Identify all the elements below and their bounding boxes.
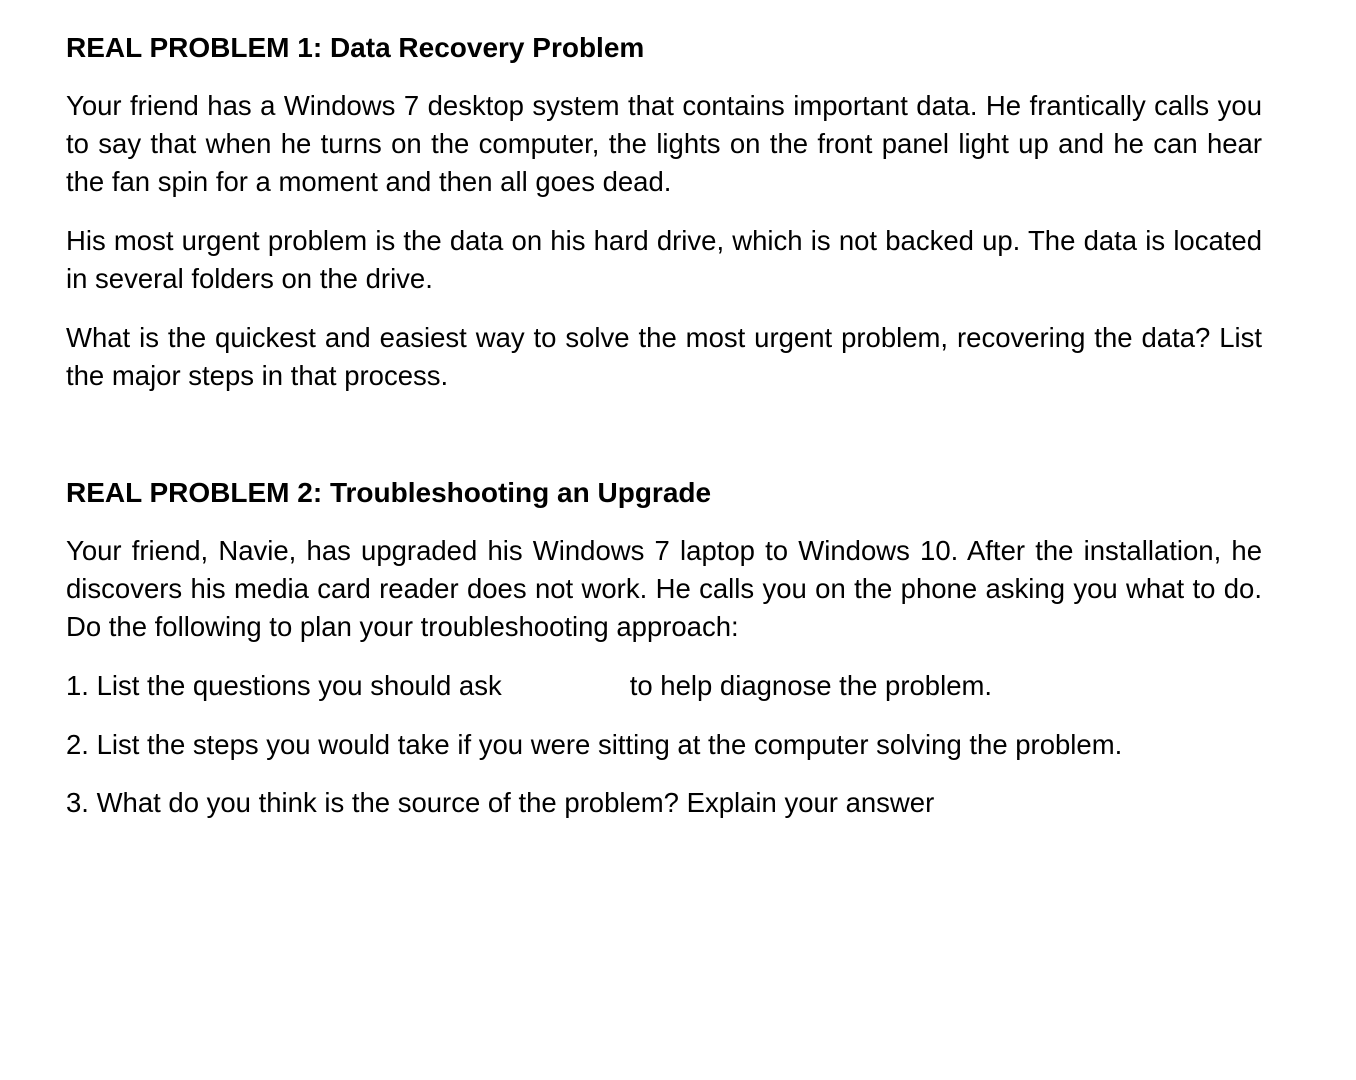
problem1-paragraph-1: Your friend has a Windows 7 desktop system that contains important data. He frantically calls you to say that when he turns on the computer, the lights on the front panel light up and he can hear the fan spin for a moment and then all goes dead. — [66, 90, 1262, 197]
list-item-1-text-end: to help diagnose the problem. — [629, 670, 993, 701]
problem1-paragraph-3: What is the quickest and easiest way to solve the most urgent problem, recovering the data? List the major steps in that process. — [66, 322, 1262, 391]
list-item-1-text-start: 1. List the questions you should ask — [66, 670, 502, 701]
problem2-list-item-2: 2. List the steps you would take if you were sitting at the computer solving the problem. — [66, 729, 1123, 760]
problem2-paragraph-1: Your friend, Navie, has upgraded his Windows 7 laptop to Windows 10. After the installation, he discovers his media card reader does not work. He calls you on the phone asking you what to do. Do the following to plan your troubleshooting approach: — [66, 535, 1262, 642]
problem2-list-item-3: 3. What do you think is the source of the problem? Explain your answer — [66, 787, 935, 818]
problem1-title: REAL PROBLEM 1: Data Recovery Problem — [66, 32, 645, 63]
problem2-list-item-1 — [66, 667, 992, 705]
problem1-paragraph-2: His most urgent problem is the data on his hard drive, which is not backed up. The data is located in several folders on the drive. — [66, 225, 1262, 294]
problem2-title: REAL PROBLEM 2: Troubleshooting an Upgrade — [66, 477, 712, 508]
